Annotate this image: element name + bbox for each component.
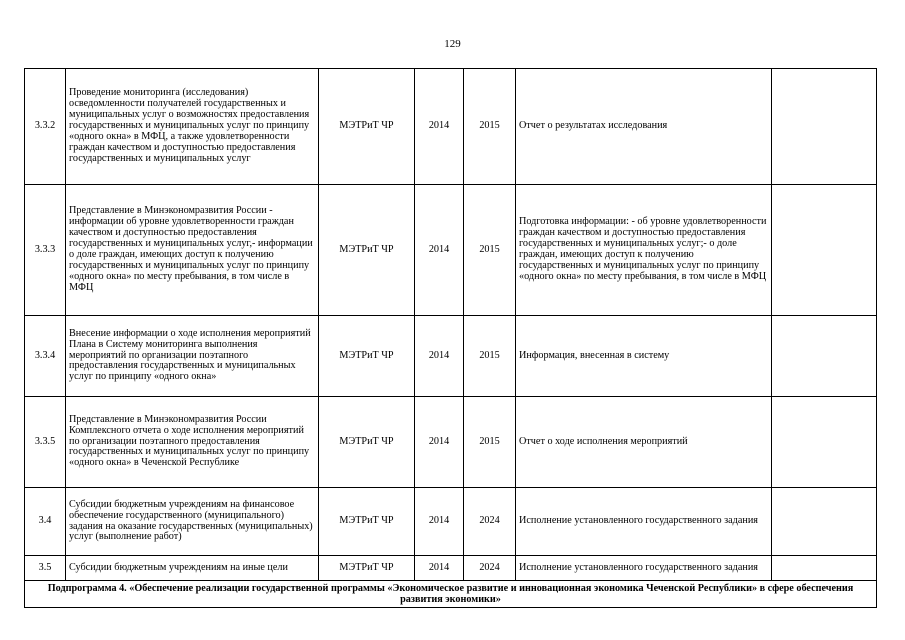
expected-result: Информация, внесенная в систему	[516, 316, 772, 397]
end-year: 2015	[464, 69, 516, 185]
measure-description: Внесение информации о ходе исполнения мероприятий Плана в Систему мониторинга выполнения мероприятий по организации поэтапного предоставления государственных и муниципальных услуг по принципу «одного окна»	[66, 316, 319, 397]
empty-cell	[772, 488, 877, 556]
empty-cell	[772, 69, 877, 185]
start-year: 2014	[415, 397, 464, 488]
measure-description: Представление в Минэкономразвития России Комплексного отчета о ходе исполнения мероприятий по организации поэтапного предоставления государственных и муниципальных услуг по принципу «одного окна» в Чеченской Республике	[66, 397, 319, 488]
empty-cell	[772, 316, 877, 397]
start-year: 2014	[415, 488, 464, 556]
table-row	[25, 185, 877, 316]
end-year: 2015	[464, 185, 516, 316]
start-year: 2014	[415, 69, 464, 185]
empty-cell	[772, 556, 877, 581]
table-row	[25, 397, 877, 488]
expected-result: Исполнение установленного государственного задания	[516, 488, 772, 556]
expected-result: Отчет о результатах исследования	[516, 69, 772, 185]
start-year: 2014	[415, 316, 464, 397]
row-number: 3.3.5	[25, 397, 66, 488]
measure-description: Представление в Минэкономразвития России - информации об уровне удовлетворенности граждан качеством и доступностью предоставления государственных и муниципальных услуг,- информации о доле граждан, имеющих доступ к получению государственных и муниципальных услуг по принципу «одного окна» по месту пребывания, в том числе в МФЦ	[66, 185, 319, 316]
executor: МЭТРиТ ЧР	[319, 397, 415, 488]
empty-cell	[772, 397, 877, 488]
executor: МЭТРиТ ЧР	[319, 556, 415, 581]
start-year: 2014	[415, 185, 464, 316]
end-year: 2024	[464, 556, 516, 581]
executor: МЭТРиТ ЧР	[319, 488, 415, 556]
table-row	[25, 316, 877, 397]
end-year: 2015	[464, 316, 516, 397]
executor: МЭТРиТ ЧР	[319, 185, 415, 316]
row-number: 3.4	[25, 488, 66, 556]
expected-result: Исполнение установленного государственного задания	[516, 556, 772, 581]
measure-description: Проведение мониторинга (исследования) осведомленности получателей государственных и муниципальных услуг о возможностях предоставления государственных и муниципальных услуг по принципу «одного окна» в МФЦ, а также удовлетворенности граждан качеством и доступностью предоставления государственных и муниципальных услуг	[66, 69, 319, 185]
row-number: 3.3.3	[25, 185, 66, 316]
expected-result: Подготовка информации: - об уровне удовлетворенности граждан качеством и доступностью предоставления государственных и муниципальных услуг;- о доле граждан, имеющих доступ к получению государственных и муниципальных услуг по принципу «одного окна» по месту пребывания, в том числе в МФЦ	[516, 185, 772, 316]
subprogram-header-row	[25, 581, 877, 608]
start-year: 2014	[415, 556, 464, 581]
table-row	[25, 488, 877, 556]
executor: МЭТРиТ ЧР	[319, 316, 415, 397]
row-number: 3.3.4	[25, 316, 66, 397]
end-year: 2015	[464, 397, 516, 488]
expected-result: Отчет о ходе исполнения мероприятий	[516, 397, 772, 488]
table-row	[25, 69, 877, 185]
executor: МЭТРиТ ЧР	[319, 69, 415, 185]
subprogram-title: Подпрограмма 4. «Обеспечение реализации государственной программы «Экономическое развитие и инновационная экономика Чеченской Республики» в сфере обеспечения развития экономики»	[25, 581, 877, 608]
empty-cell	[772, 185, 877, 316]
page-number: 129	[444, 38, 461, 50]
row-number: 3.3.2	[25, 69, 66, 185]
measures-table	[24, 68, 877, 608]
row-number: 3.5	[25, 556, 66, 581]
measure-description: Субсидии бюджетным учреждениям на иные цели	[66, 556, 319, 581]
table-row	[25, 556, 877, 581]
measure-description: Субсидии бюджетным учреждениям на финансовое обеспечение государственного (муниципального) задания на оказание государственных (муниципальных) услуг (выполнение работ)	[66, 488, 319, 556]
end-year: 2024	[464, 488, 516, 556]
